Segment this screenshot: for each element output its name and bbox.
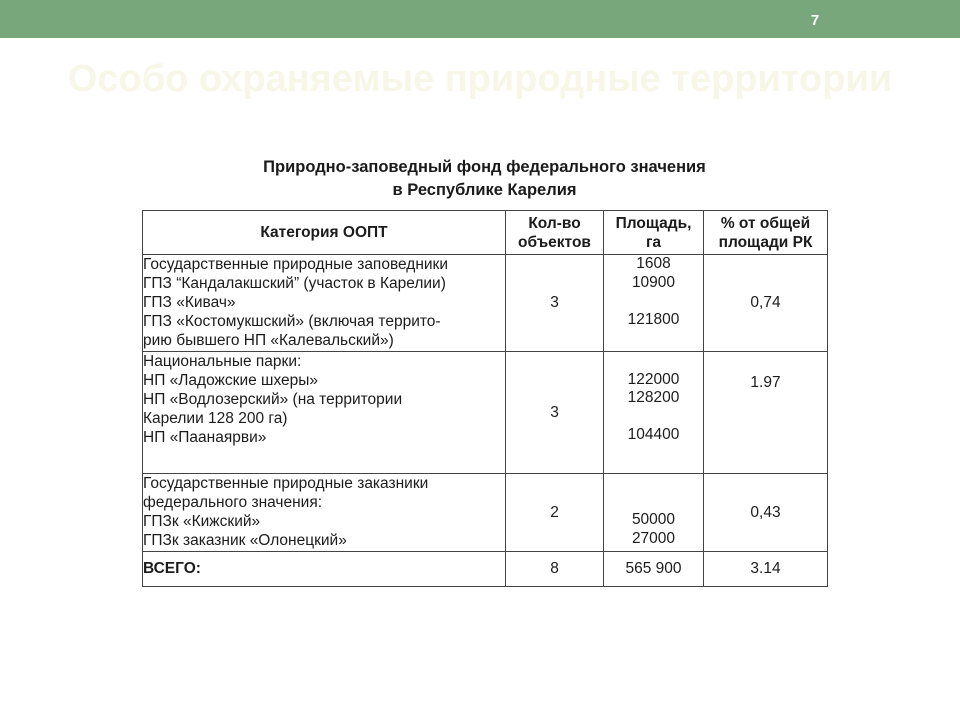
- table-row-national-parks: [143, 352, 828, 474]
- total-percent: 3.14: [704, 552, 828, 587]
- column-header-percent: % от общей площади РК: [704, 211, 828, 255]
- total-area: 565 900: [604, 552, 704, 587]
- table-row-reserves: [143, 255, 828, 352]
- area-cell: 50000 27000: [604, 474, 704, 552]
- table-caption-line: в Республике Карелия: [392, 181, 577, 199]
- column-header-count: Кол-во объектов: [506, 211, 604, 255]
- column-header-area: Площадь, га: [604, 211, 704, 255]
- oopt-table: [142, 210, 828, 587]
- total-count: 8: [506, 552, 604, 587]
- count-cell: 3: [506, 255, 604, 352]
- table-row-sanctuaries: [143, 474, 828, 552]
- area-cell: 122000 128200 104400: [604, 352, 704, 474]
- category-cell: Государственные природные заказники федерального значения: ГПЗк «Кижский» ГПЗк заказник «Олонецкий»: [143, 474, 506, 552]
- percent-cell: 0,43: [704, 474, 828, 552]
- top-bar: [0, 0, 960, 38]
- count-cell: 2: [506, 474, 604, 552]
- category-cell: Национальные парки: НП «Ладожские шхеры» НП «Водлозерский» (на территории Карелии 128 200 га) НП «Паанаярви»: [143, 352, 506, 474]
- slide-title: Особо охраняемые природные территории: [67, 58, 893, 100]
- page-number: 7: [810, 12, 820, 29]
- table-header-row: [143, 211, 828, 255]
- count-cell: 3: [506, 352, 604, 474]
- table-caption: [142, 156, 827, 202]
- table-caption-line: Природно-заповедный фонд федерального значения: [263, 158, 706, 176]
- area-cell: 1608 10900 121800: [604, 255, 704, 352]
- total-label: ВСЕГО:: [143, 552, 506, 587]
- percent-cell: 1.97: [704, 352, 828, 474]
- table-row-total: [143, 552, 828, 587]
- column-header-category: Категория ООПТ: [143, 211, 506, 255]
- percent-cell: 0,74: [704, 255, 828, 352]
- category-cell: Государственные природные заповедники ГПЗ “Кандалакшский” (участок в Карелии) ГПЗ «Кивач» ГПЗ «Костомукшский» (включая террито- рию бывшего НП «Калевальский»): [143, 255, 506, 352]
